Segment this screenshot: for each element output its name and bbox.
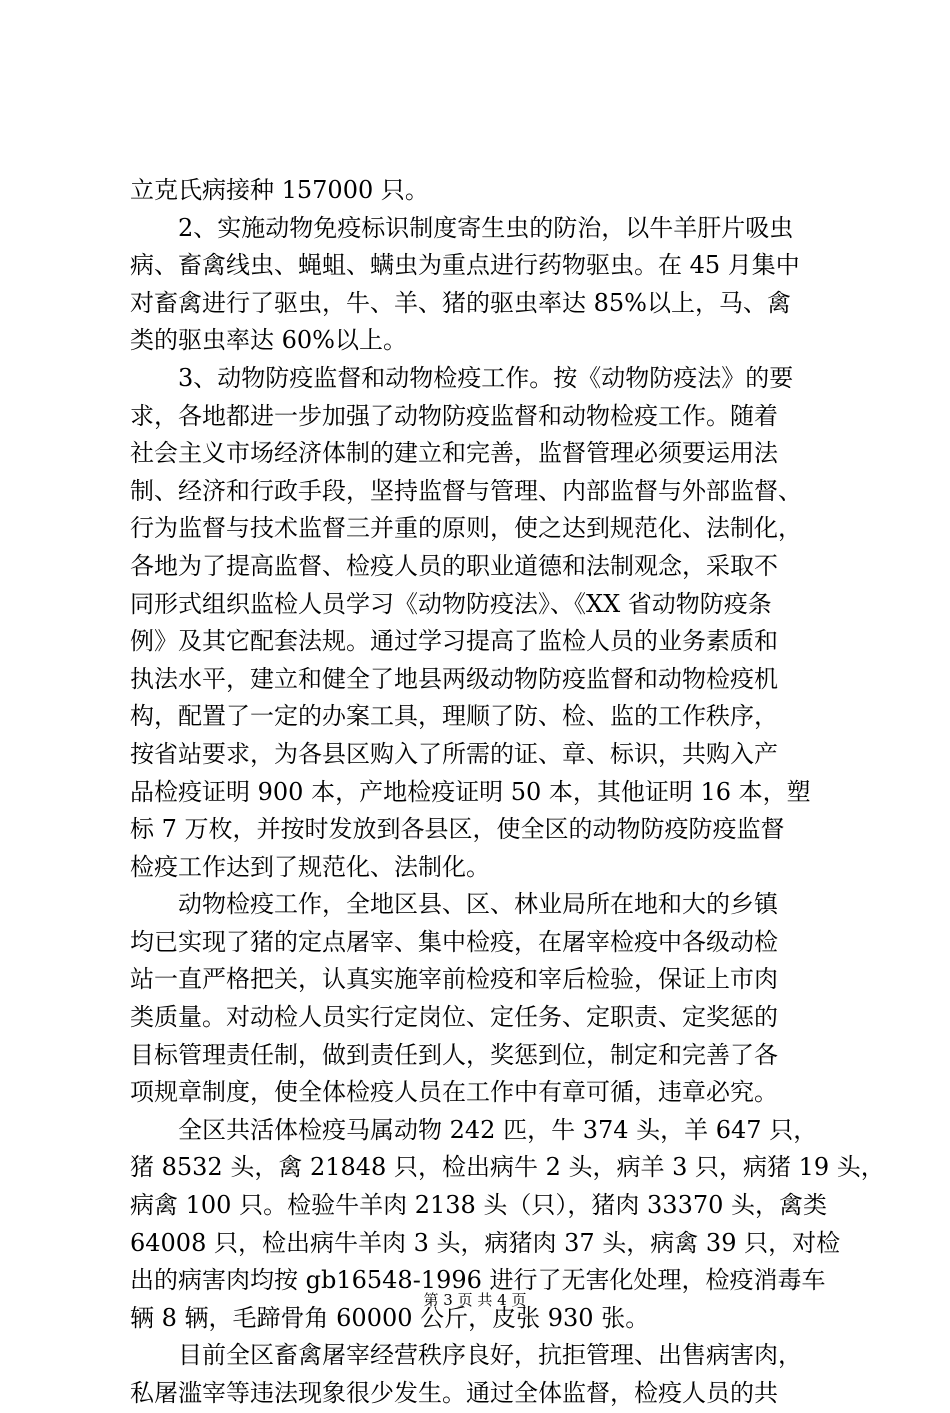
- text-line: 类质量。对动检人员实行定岗位、定任务、定职责、定奖惩的: [130, 1003, 778, 1032]
- text-line: 病禽 100 只。检验牛羊肉 2138 头（只），猪肉 33370 头，禽类: [130, 1191, 828, 1220]
- document-body: [130, 172, 885, 1413]
- text-line: 辆 8 辆，毛蹄骨角 60000 公斤，皮张 930 张。: [130, 1303, 650, 1332]
- text-line: 均已实现了猪的定点屠宰、集中检疫，在屠宰检疫中各级动检: [130, 927, 778, 956]
- text-line: 执法水平，建立和健全了地县两级动物防疫监督和动物检疫机: [130, 664, 778, 693]
- text-line: 制、经济和行政手段，坚持监督与管理、内部监督与外部监督、: [130, 476, 802, 505]
- text-line: 出的病害肉均按 gb16548-1996 进行了无害化处理，检疫消毒车: [130, 1266, 826, 1295]
- text-line: 行为监督与技术监督三并重的原则，使之达到规范化、法制化，: [130, 514, 802, 543]
- text-line: 检疫工作达到了规范化、法制化。: [130, 852, 490, 881]
- text-line: 3、动物防疫监督和动物检疫工作。按《动物防疫法》的要: [130, 363, 794, 392]
- text-line: 构，配置了一定的办案工具，理顺了防、检、监的工作秩序，: [130, 702, 778, 731]
- text-line: 目前全区畜禽屠宰经营秩序良好，抗拒管理、出售病害肉，: [130, 1341, 802, 1370]
- text-line: 按省站要求，为各县区购入了所需的证、章、标识，共购入产: [130, 739, 778, 768]
- text-line: 全区共活体检疫马属动物 242 匹，牛 374 头，羊 647 只，: [130, 1115, 818, 1144]
- text-line: 站一直严格把关，认真实施宰前检疫和宰后检验，保证上市肉: [130, 965, 778, 994]
- text-line: 例》及其它配套法规。通过学习提高了监检人员的业务素质和: [130, 627, 778, 656]
- text-line: 2、实施动物免疫标识制度寄生虫的防治，以牛羊肝片吸虫: [130, 213, 794, 242]
- page-number-footer: 第 3 页 共 4 页: [423, 1291, 527, 1309]
- text-line: 各地为了提高监督、检疫人员的职业道德和法制观念，采取不: [130, 551, 778, 580]
- text-line: 标 7 万枚，并按时发放到各县区，使全区的动物防疫防疫监督: [130, 815, 785, 844]
- text-line: 求，各地都进一步加强了动物防疫监督和动物检疫工作。随着: [130, 401, 778, 430]
- text-line: 目标管理责任制，做到责任到人，奖惩到位，制定和完善了各: [130, 1040, 778, 1069]
- text-line: 项规章制度，使全体检疫人员在工作中有章可循，违章必究。: [130, 1078, 778, 1107]
- text-line: 病、畜禽线虫、蝇蛆、螨虫为重点进行药物驱虫。在 45 月集中: [130, 251, 800, 280]
- text-line: 动物检疫工作，全地区县、区、林业局所在地和大的乡镇: [130, 890, 778, 919]
- text-line: 64008 只，检出病牛羊肉 3 头，病猪肉 37 头，病禽 39 只，对检: [130, 1228, 841, 1257]
- text-line: 社会主义市场经济体制的建立和完善，监督管理必须要运用法: [130, 439, 778, 468]
- text-line: 对畜禽进行了驱虫，牛、羊、猪的驱虫率达 85%以上，马、禽: [130, 288, 791, 317]
- text-line: 私屠滥宰等违法现象很少发生。通过全体监督，检疫人员的共: [130, 1379, 778, 1407]
- text-line: 同形式组织监检人员学习《动物防疫法》、《XX 省动物防疫条: [130, 589, 772, 618]
- text-line: 品检疫证明 900 本，产地检疫证明 50 本，其他证明 16 本，塑: [130, 777, 811, 806]
- text-line: 类的驱虫率达 60%以上。: [130, 326, 407, 355]
- text-line: 猪 8532 头，禽 21848 只，检出病牛 2 头，病羊 3 只，病猪 19 头，: [130, 1153, 885, 1182]
- text-line: 立克氏病接种 157000 只。: [130, 176, 429, 204]
